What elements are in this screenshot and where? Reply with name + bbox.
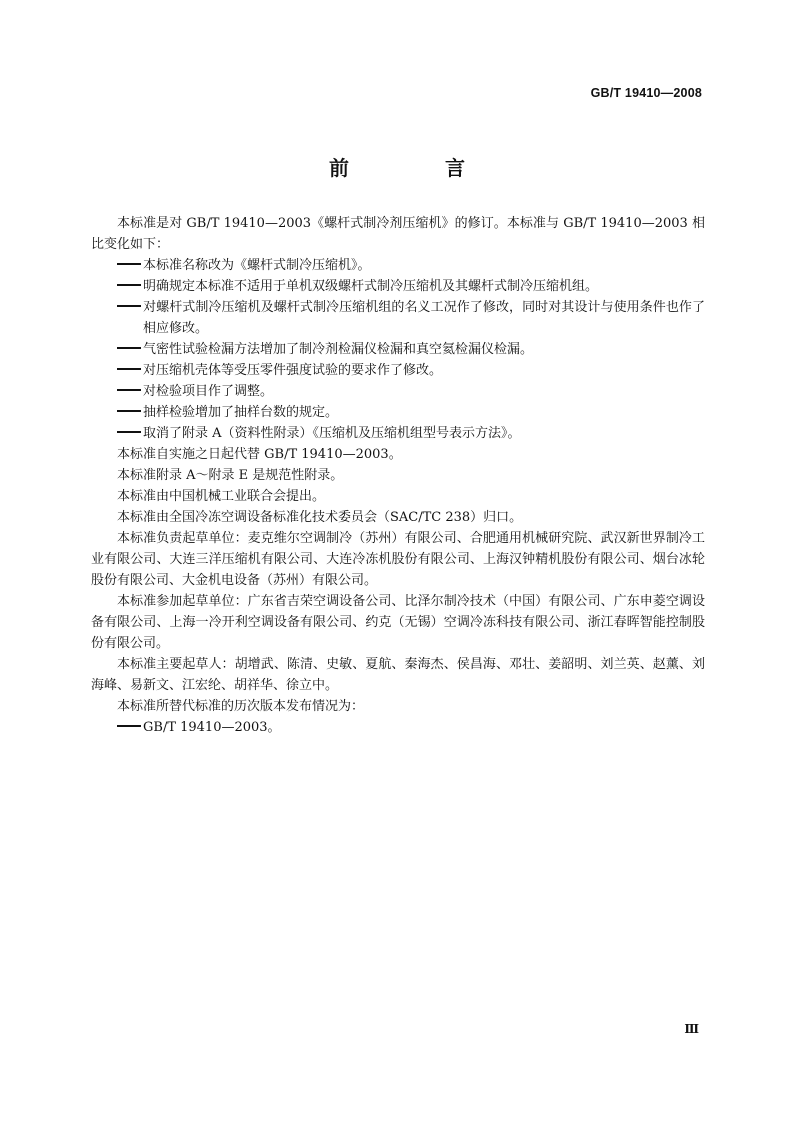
body-paragraph: 本标准附录 A～附录 E 是规范性附录。	[117, 468, 344, 483]
history-item	[117, 717, 705, 738]
change-item	[117, 423, 705, 444]
intro-paragraph: 本标准是对 GB/T 19410—2003《螺杆式制冷剂压缩机》的修订。本标准与 GB/T 19410—2003 相比变化如下：	[91, 216, 705, 252]
change-item	[117, 255, 705, 276]
change-item	[117, 402, 705, 423]
dash-mark	[117, 339, 143, 360]
change-item	[117, 276, 705, 297]
dash-mark	[117, 402, 143, 423]
change-item	[117, 360, 705, 381]
body-paragraph: 本标准参加起草单位：广东省吉荣空调设备公司、比泽尔制冷技术（中国）有限公司、广东申菱空调设备有限公司、上海一冷开利空调设备有限公司、约克（无锡）空调冷冻科技有限公司、浙江春晖智能控制股份有限公司。	[91, 594, 705, 651]
change-item	[117, 339, 705, 360]
dash-mark	[117, 717, 143, 738]
dash-mark	[117, 255, 143, 276]
page-number: Ⅲ	[684, 1022, 699, 1036]
change-item-text: 本标准名称改为《螺杆式制冷压缩机》。	[143, 258, 371, 273]
body-paragraph: 本标准所替代标准的历次版本发布情况为：	[117, 699, 365, 714]
change-item-text: 抽样检验增加了抽样台数的规定。	[143, 405, 339, 420]
history-item-text: GB/T 19410—2003。	[143, 720, 281, 735]
dash-mark	[117, 276, 143, 297]
change-item-text: 明确规定本标准不适用于单机双级螺杆式制冷压缩机及其螺杆式制冷压缩机组。	[143, 279, 599, 294]
body-paragraph: 本标准负责起草单位：麦克维尔空调制冷（苏州）有限公司、合肥通用机械研究院、武汉新世界制冷工业有限公司、大连三洋压缩机有限公司、大连冷冻机股份有限公司、上海汉钟精机股份有限公司、烟台冰轮股份有限公司、大金机电设备（苏州）有限公司。	[91, 531, 705, 588]
change-item-text: 取消了附录 A（资料性附录）《压缩机及压缩机组型号表示方法》。	[143, 426, 521, 441]
change-item-text: 对检验项目作了调整。	[143, 384, 274, 399]
dash-mark	[117, 360, 143, 381]
dash-mark	[117, 423, 143, 444]
change-item-text: 对螺杆式制冷压缩机及螺杆式制冷压缩机组的名义工况作了修改，同时对其设计与使用条件也作了相应修改。	[143, 300, 705, 336]
body-paragraph: 本标准自实施之日起代替 GB/T 19410—2003。	[117, 447, 402, 462]
body-paragraph: 本标准由全国冷冻空调设备标准化技术委员会（SAC/TC 238）归口。	[117, 510, 523, 525]
dash-mark	[117, 381, 143, 402]
body-paragraph: 本标准主要起草人：胡增武、陈清、史敏、夏航、秦海杰、侯昌海、邓壮、姜韶明、刘兰英、赵薰、刘海峰、易新文、江宏纶、胡祥华、徐立中。	[91, 657, 705, 693]
body-paragraph: 本标准由中国机械工业联合会提出。	[117, 489, 326, 504]
change-item-text: 对压缩机壳体等受压零件强度试验的要求作了修改。	[143, 363, 443, 378]
change-item	[117, 381, 705, 402]
dash-mark	[117, 297, 143, 318]
document-body	[91, 213, 705, 738]
change-item-text: 气密性试验检漏方法增加了制冷剂检漏仪检漏和真空氦检漏仪检漏。	[143, 342, 534, 357]
page-title: 前 言	[329, 156, 503, 180]
change-item	[117, 297, 705, 339]
standard-code: GB/T 19410—2008	[590, 86, 702, 100]
